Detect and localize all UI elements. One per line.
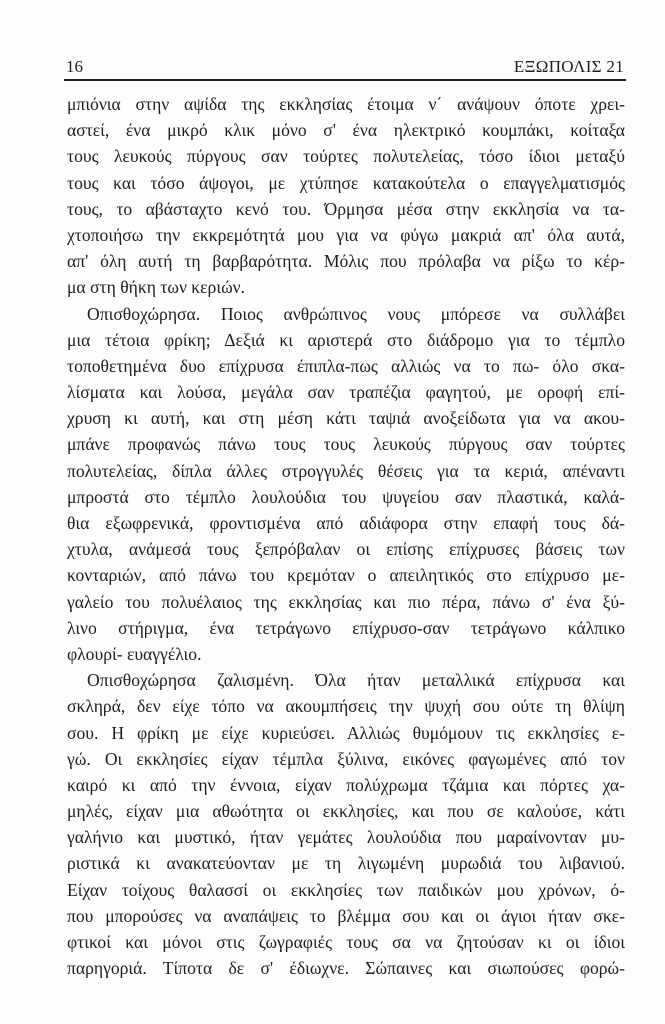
text-line: μηλές, είχαν μια αθωότητα οι εκκλησίες, και που σε καλούσε, κάτι — [67, 801, 625, 822]
text-line: αστεί, ένα μικρό κλικ μόνο σ' ένα ηλεκτρικό κουμπάκι, κοίταξα — [67, 120, 625, 141]
body-text — [67, 91, 625, 981]
running-title: ΕΞΩΠΟΛΙΣ 21 — [513, 57, 624, 76]
text-line: παρηγοριά. Τίποτα δε σ' έδιωχνε. Σώπαινες και σιωπούσες φορώ- — [67, 958, 625, 979]
text-line: απ' όλη αυτή τη βαρβαρότητα. Μόλις που πρόλαβα να ρίξω το κέρ- — [67, 251, 625, 272]
text-line: κονταριών, από πάνω του κρεμόταν ο απειλητικός στο επίχρυσο με- — [67, 565, 625, 586]
text-line: χτυλα, ανάμεσά τους ξεπρόβαλαν οι επίσης επίχρυσες βάσεις των — [67, 539, 625, 560]
text-line: τοποθετημένα δυο επίχρυσα έπιπλα-πως αλλιώς να το πω- όλο σκα- — [67, 355, 625, 376]
text-line: τους και τόσο άψογοι, με χτύπησε κατακούτελα ο επαγγελματισμός — [67, 172, 625, 193]
text-line: χτοποιήσω την εκκρεμότητά μου για να φύγω μακριά απ' όλα αυτά, — [67, 224, 625, 245]
text-line: γαλήνιο και μυστικό, ήταν γεμάτες λουλούδια που μαραίνονταν μυ- — [67, 827, 625, 848]
text-line: πολυτελείας, δίπλα άλλες στρογγυλές θέσεις για τα κεριά, απέναντι — [67, 460, 625, 481]
paragraph — [67, 667, 625, 981]
paragraph — [67, 301, 625, 668]
text-line: σκληρά, δεν είχε τόπο να ακουμπήσεις την ψυχή σου ούτε τη θλίψη — [67, 696, 625, 717]
text-line: λίσματα και λούσα, μεγάλα σαν τραπέζια φαγητού, με οροφή επί- — [67, 382, 625, 403]
text-line: ριστικά κι ανακατεύονταν με τη λιγωμένη μυρωδιά του λιβανιού. — [67, 853, 625, 874]
text-line: θια εξωφρενικά, φροντισμένα από αδιάφορα στην επαφή τους δά- — [67, 513, 625, 533]
text-line: μπάνε προφανώς πάνω τους τους λευκούς πύργους σαν τούρτες — [67, 434, 625, 455]
text-line: τους λευκούς πύργους σαν τούρτες πολυτελείας, τόσο ίδιοι μεταξύ — [67, 146, 625, 167]
text-line: μια τέτοια φρίκη; Δεξιά κι αριστερά στο διάδρομο για το τέμπλο — [67, 329, 625, 350]
text-line: τους, το αβάσταχτο κενό του. Όρμησα μέσα στην εκκλησία να τα- — [67, 198, 625, 219]
running-header — [66, 55, 624, 79]
text-line: Οπισθοχώρησα ζαλισμένη. Όλα ήταν μεταλλικά επίχρυσα και — [87, 670, 625, 691]
text-line: χρυση κι αυτή, και στη μέση κάτι ταψιά ανοξείδωτα για να ακου- — [67, 408, 625, 429]
text-line: καιρό κι από την έννοια, είχαν πολύχρωμα τζάμια και πόρτες χα- — [67, 774, 625, 795]
text-line: φτικοί και μόνοι στις ζωγραφιές τους σα να ζητούσαν κι οι ίδιοι — [67, 932, 625, 952]
page-number: 16 — [66, 57, 83, 76]
text-line: Είχαν τοίχους θαλασσί οι εκκλησίες των παιδικών μου χρόνων, ό- — [67, 879, 625, 900]
text-line: λινο στήριγμα, ένα τετράγωνο επίχρυσο-σαν τετράγωνο κάλπικο — [67, 617, 625, 638]
text-line: γαλείο του πολυέλαιος της εκκλησίας και πιο πέρα, πάνω σ' ένα ξύ- — [67, 591, 625, 612]
text-line: Οπισθοχώρησα. Ποιος ανθρώπινος νους μπόρεσε να συλλάβει — [87, 303, 625, 324]
text-line: φλουρί- ευαγγέλιο. — [67, 643, 202, 664]
text-line: που μπορούσες να αναπάψεις το βλέμμα σου και οι άγιοι ήταν σκε- — [67, 905, 625, 926]
text-line: μπροστά στο τέμπλο λουλούδια του ψυγείου σαν πλαστικά, καλά- — [67, 486, 625, 507]
text-line: γώ. Οι εκκλησίες είχαν τέμπλα ξύλινα, εικόνες φαγωμένες από τον — [67, 748, 625, 769]
paragraph — [67, 91, 625, 301]
text-line: μα στη θήκη των κεριών. — [67, 277, 245, 298]
text-line: σου. Η φρίκη με είχε κυριεύσει. Αλλιώς θυμόμουν τις εκκλησίες ε- — [67, 722, 625, 743]
text-line: μπιόνια στην αψίδα της εκκλησίας έτοιμα ν΄ ανάψουν όποτε χρει- — [67, 94, 625, 114]
header-rule — [64, 79, 626, 81]
